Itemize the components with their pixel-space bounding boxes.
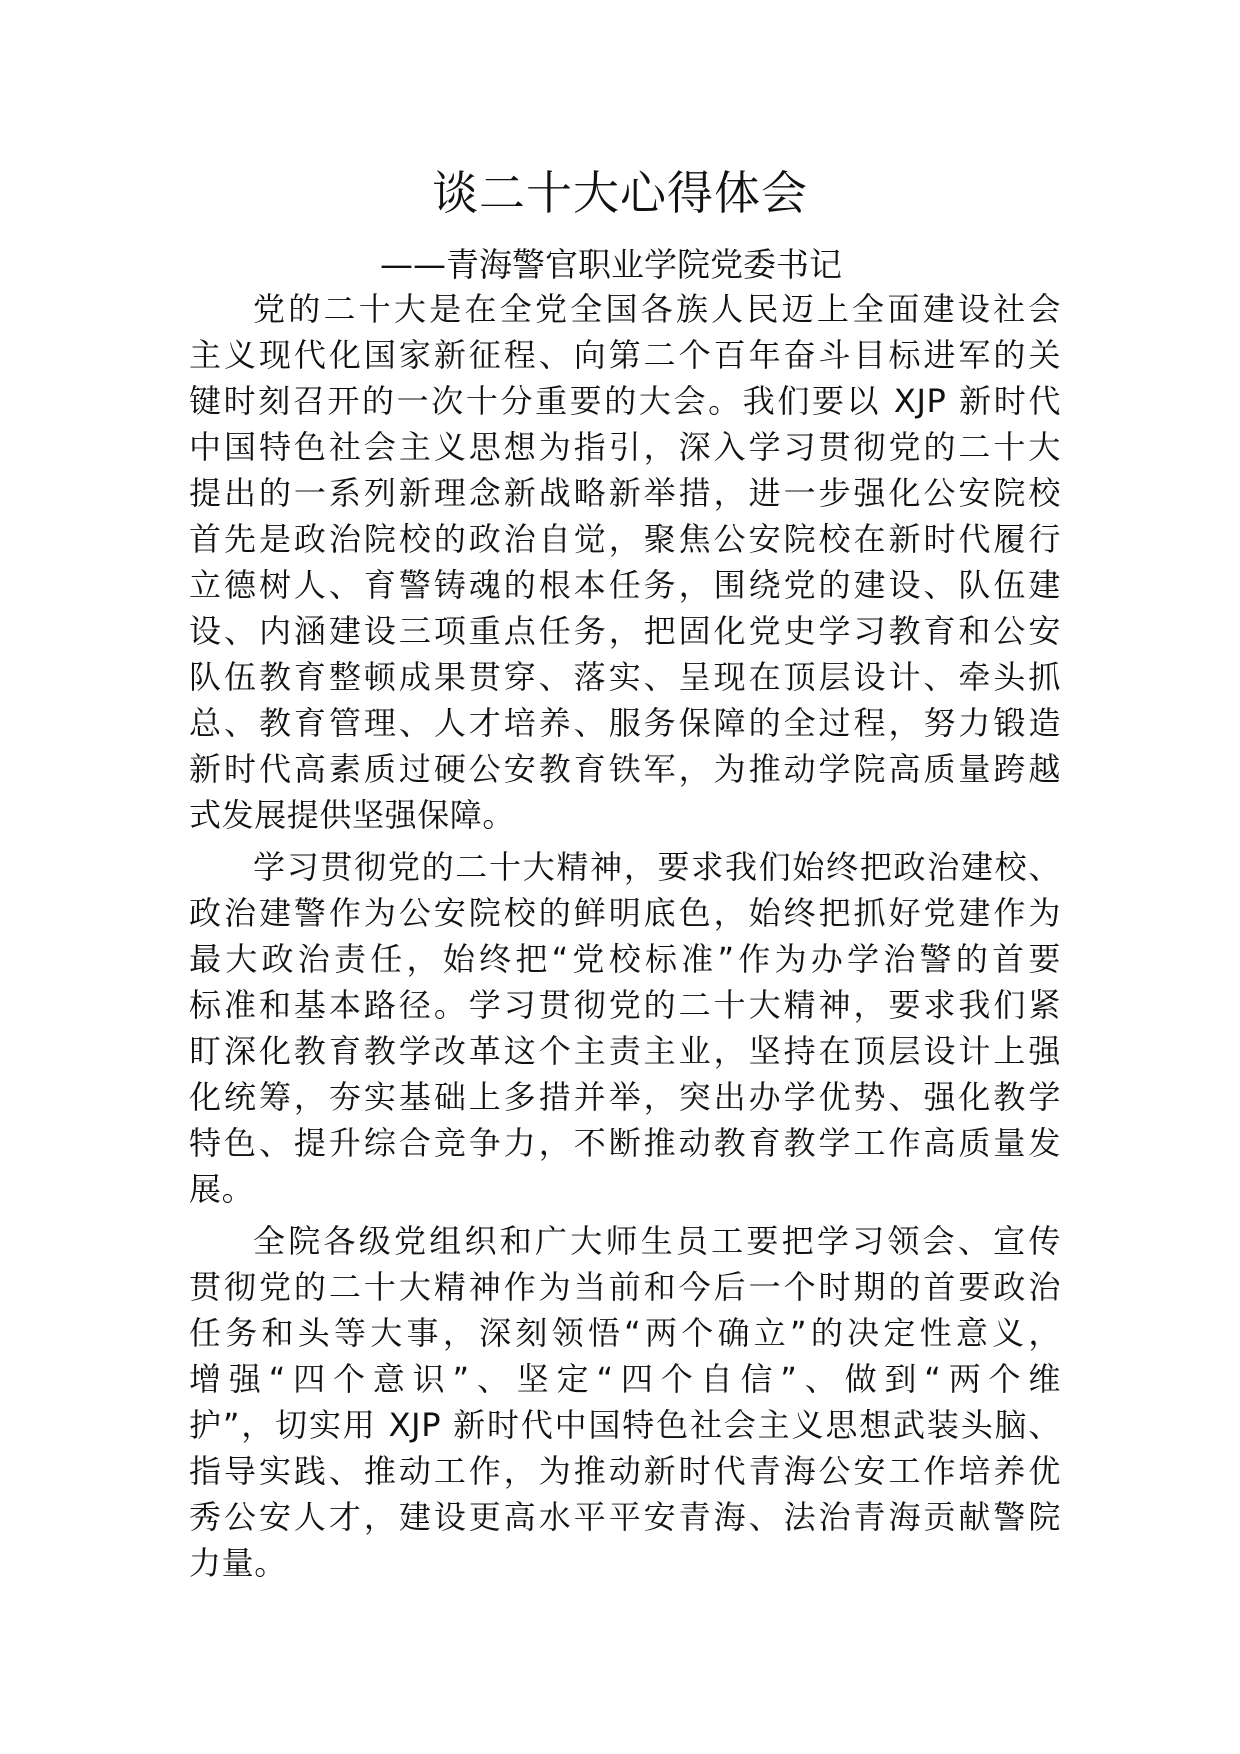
paragraph-line: 护”，切实用 XJP 新时代中国特色社会主义思想武装头脑、	[189, 1406, 1061, 1444]
paragraph	[189, 1218, 1061, 1586]
paragraph-line: 提出的一系列新理念新战略新举措，进一步强化公安院校	[189, 474, 1061, 512]
paragraph-line: 学习贯彻党的二十大精神，要求我们始终把政治建校、	[253, 848, 1061, 886]
paragraph-line: 政治建警作为公安院校的鲜明底色，始终把抓好党建作为	[189, 894, 1061, 932]
document-body	[189, 286, 1061, 1592]
paragraph-line: 任务和头等大事，深刻领悟“两个确立”的决定性意义，	[189, 1314, 1061, 1352]
document-subtitle: ——青海警官职业学院党委书记	[380, 245, 842, 284]
paragraph-line: 总、教育管理、人才培养、服务保障的全过程，努力锻造	[189, 704, 1061, 742]
paragraph-line: 主义现代化国家新征程、向第二个百年奋斗目标进军的关	[189, 336, 1061, 374]
paragraph-line: 党的二十大是在全党全国各族人民迈上全面建设社会	[253, 290, 1061, 328]
paragraph-line: 增强“四个意识”、坚定“四个自信”、做到“两个维	[189, 1360, 1061, 1398]
paragraph-line: 秀公安人才，建设更高水平平安青海、法治青海贡献警院	[189, 1498, 1061, 1536]
paragraph	[189, 286, 1061, 838]
paragraph-line: 盯深化教育教学改革这个主责主业，坚持在顶层设计上强	[189, 1032, 1061, 1070]
document-title: 谈二十大心得体会	[432, 166, 808, 220]
paragraph-line: 新时代高素质过硬公安教育铁军，为推动学院高质量跨越	[189, 750, 1061, 788]
paragraph-line: 力量。	[189, 1544, 287, 1582]
paragraph-line: 标准和基本路径。学习贯彻党的二十大精神，要求我们紧	[189, 986, 1061, 1024]
paragraph-line: 化统筹，夯实基础上多措并举，突出办学优势、强化教学	[189, 1078, 1061, 1116]
paragraph-line: 设、内涵建设三项重点任务，把固化党史学习教育和公安	[189, 612, 1061, 650]
paragraph-line: 最大政治责任，始终把“党校标准”作为办学治警的首要	[189, 940, 1061, 978]
paragraph-line: 队伍教育整顿成果贯穿、落实、呈现在顶层设计、牵头抓	[189, 658, 1061, 696]
paragraph-line: 立德树人、育警铸魂的根本任务，围绕党的建设、队伍建	[189, 566, 1061, 604]
paragraph-line: 全院各级党组织和广大师生员工要把学习领会、宣传	[253, 1222, 1061, 1260]
paragraph-line: 式发展提供坚强保障。	[189, 796, 516, 834]
paragraph-line: 中国特色社会主义思想为指引，深入学习贯彻党的二十大	[189, 428, 1061, 466]
paragraph-line: 键时刻召开的一次十分重要的大会。我们要以 XJP 新时代	[189, 382, 1061, 420]
paragraph-line: 贯彻党的二十大精神作为当前和今后一个时期的首要政治	[189, 1268, 1061, 1306]
paragraph-line: 指导实践、推动工作，为推动新时代青海公安工作培养优	[189, 1452, 1061, 1490]
paragraph-line: 特色、提升综合竞争力，不断推动教育教学工作高质量发	[189, 1124, 1061, 1162]
paragraph-line: 首先是政治院校的政治自觉，聚焦公安院校在新时代履行	[189, 520, 1061, 558]
paragraph-line: 展。	[189, 1170, 255, 1208]
paragraph	[189, 844, 1061, 1212]
